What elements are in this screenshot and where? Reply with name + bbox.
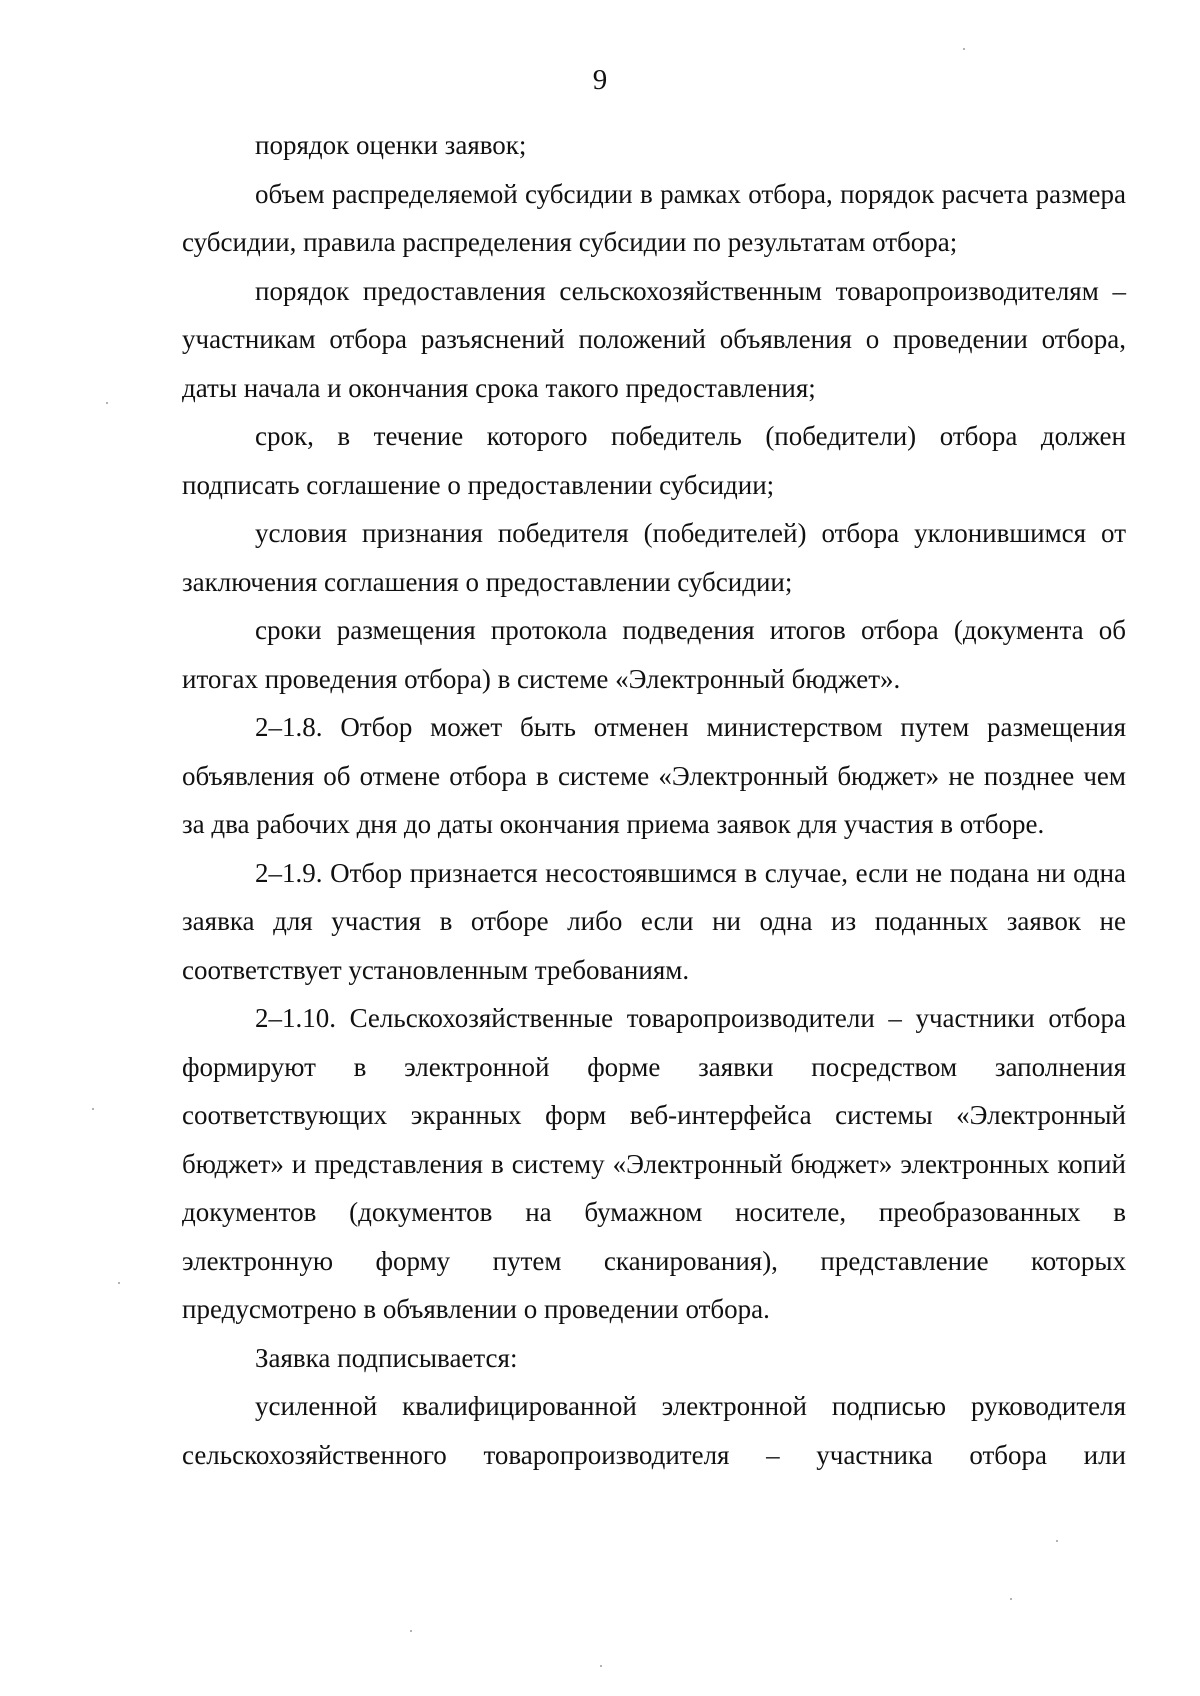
scan-speck [963, 48, 965, 50]
paragraph-evaluation-order: порядок оценки заявок; [255, 130, 527, 160]
scan-speck [1010, 1598, 1012, 1600]
scan-speck [410, 1630, 412, 1632]
document-body [182, 121, 1126, 1479]
paragraph-protocol-deadlines: сроки размещения протокола подведения итогов отбора (документа об итогах проведения отбора) в системе «Электронный бюджет». [182, 615, 1126, 694]
scan-speck [1056, 1540, 1058, 1542]
scan-speck [600, 1665, 602, 1667]
scan-speck [92, 1108, 94, 1110]
paragraph-agreement-deadline: срок, в течение которого победитель (победители) отбора должен подписать соглашение о предоставлении субсидии; [182, 421, 1126, 500]
scan-speck [106, 402, 108, 404]
paragraph-clause-2-1-10: 2–1.10. Сельскохозяйственные товаропроизводители – участники отбора формируют в электронной форме заявки посредством заполнения соответствующих экранных форм веб-интерфейса системы «Электронный бюджет» и представления в систему «Электронный бюджет» электронных копий документов (документов на бумажном носителе, преобразованных в электронную форму путем сканирования), представление которых предусмотрено в объявлении о проведении отбора. [182, 1003, 1126, 1324]
paragraph-clause-2-1-9: 2–1.9. Отбор признается несостоявшимся в случае, если не подана ни одна заявка для участия в отборе либо если ни одна из поданных заявок не соответствует установленным требованиям. [182, 857, 1126, 985]
paragraph-clarification-procedure: порядок предоставления сельскохозяйственным товаропроизводителям – участникам отбора разъяснений положений объявления о проведении отбора, даты начала и окончания срока такого предоставления; [182, 275, 1126, 403]
paragraph-subsidy-volume: объем распределяемой субсидии в рамках отбора, порядок расчета размера субсидии, правила распределения субсидии по результатам отбора; [182, 178, 1126, 257]
scan-speck [118, 1282, 120, 1284]
paragraph-signing-intro: Заявка подписывается: [255, 1342, 518, 1373]
page-number: 9 [592, 64, 608, 96]
paragraph-clause-2-1-8: 2–1.8. Отбор может быть отменен министерством путем размещения объявления об отмене отбора в системе «Электронный бюджет» не позднее чем за два рабочих дня до даты окончания приема заявок для участия в отборе. [182, 712, 1126, 839]
paragraph-qualified-signature: усиленной квалифицированной электронной подписью руководителя сельскохозяйственного товаропроизводителя – участника отбора или [182, 1391, 1126, 1470]
paragraph-evasion-conditions: условия признания победителя (победителей) отбора уклонившимся от заключения соглашения о предоставлении субсидии; [182, 518, 1126, 597]
